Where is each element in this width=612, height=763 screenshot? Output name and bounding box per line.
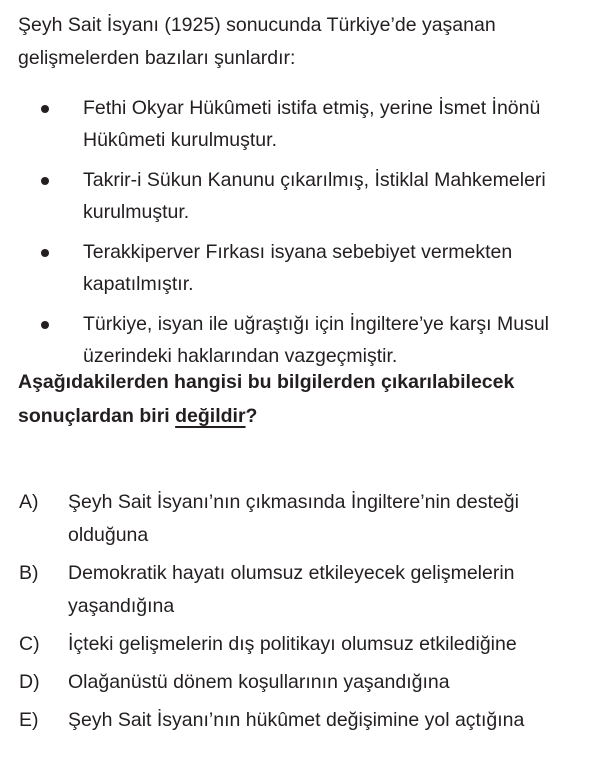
fact-text: Fethi Okyar Hükûmeti istifa etmiş, yerine İsmet İnönü Hükûmeti kurulmuştur. <box>83 97 541 151</box>
option-text: İçteki gelişmelerin dış politikayı olumsuz etkilediğine <box>68 633 517 655</box>
option-letter: D) <box>19 671 40 693</box>
option-letter: B) <box>19 562 39 584</box>
option-letter: A) <box>19 491 39 513</box>
fact-text: Türkiye, isyan ile uğraştığı için İngiltere’ye karşı Musul üzerindeki haklarından vazgeçmiştir. <box>83 313 550 367</box>
option-text: Şeyh Sait İsyanı’nın çıkmasında İngiltere’nin desteği olduğuna <box>68 491 519 546</box>
fact-text: Terakkiperver Fırkası isyana sebebiyet vermekten kapatılmıştır. <box>83 241 513 295</box>
option-text: Şeyh Sait İsyanı’nın hükûmet değişimine yol açtığına <box>68 709 525 731</box>
fact-item <box>0 236 583 300</box>
option-a[interactable] <box>0 486 598 552</box>
option-letter: C) <box>19 633 40 655</box>
option-c[interactable] <box>0 628 598 661</box>
option-text: Demokratik hayatı olumsuz etkileyecek gelişmelerin yaşandığına <box>68 562 515 617</box>
bullet-icon <box>41 177 49 185</box>
question-text: Aşağıdakilerden hangisi bu bilgilerden çıkarılabilecek sonuçlardan biri <box>18 371 515 427</box>
option-e[interactable] <box>0 704 598 737</box>
bullet-icon <box>41 249 49 257</box>
question-mark: ? <box>245 405 258 427</box>
fact-item <box>0 308 583 372</box>
intro-text: Şeyh Sait İsyanı (1925) sonucunda Türkiye’de yaşanan gelişmelerden bazıları şunlardır: <box>18 14 496 69</box>
option-text: Olağanüstü dönem koşullarının yaşandığına <box>68 671 450 693</box>
question-emphasis: değildir <box>175 405 246 427</box>
bullet-icon <box>41 321 49 329</box>
option-letter: E) <box>19 709 39 731</box>
facts-list <box>0 92 612 380</box>
option-b[interactable] <box>0 557 598 623</box>
option-d[interactable] <box>0 666 598 699</box>
fact-text: Takrir-i Sükun Kanunu çıkarılmış, İstiklal Mahkemeleri kurulmuştur. <box>83 169 546 223</box>
fact-item <box>0 164 583 228</box>
answer-options <box>0 486 612 742</box>
bullet-icon <box>41 105 49 113</box>
fact-item <box>0 92 583 156</box>
question-stem <box>18 365 608 433</box>
